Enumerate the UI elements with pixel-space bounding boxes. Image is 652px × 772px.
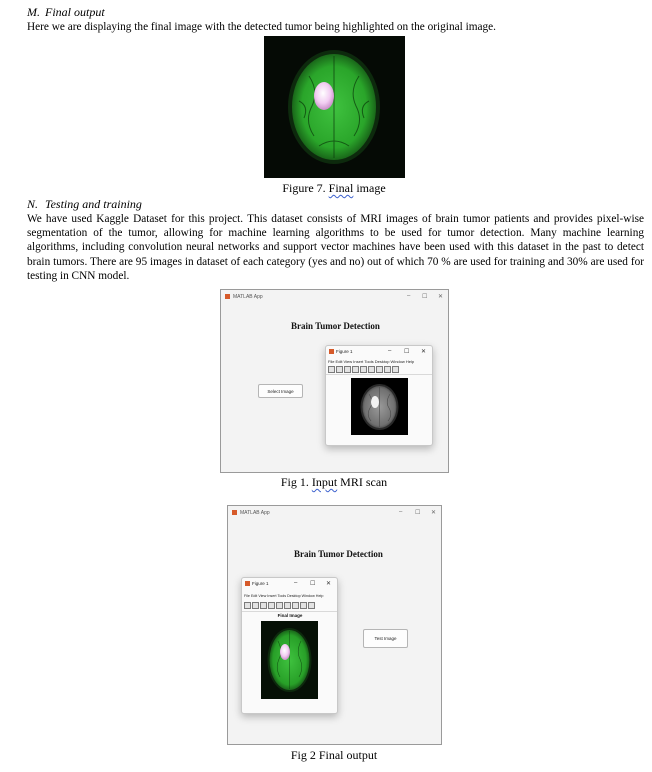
section-m-paragraph: Here we are displaying the final image with the detected tumor being highlighted on the original image. xyxy=(27,21,496,33)
figure-1-window xyxy=(241,577,338,714)
window-title: MATLAB App xyxy=(240,510,270,516)
legend-icon[interactable] xyxy=(392,366,399,373)
figure-icon xyxy=(329,349,334,354)
figure-7-caption-prefix: Figure 7. xyxy=(282,181,329,195)
final-mri-graphic xyxy=(264,36,405,178)
window-titlebar xyxy=(221,290,448,304)
maximize-button[interactable]: ☐ xyxy=(415,510,421,516)
figure-divider xyxy=(242,611,337,612)
section-n-title: Testing and training xyxy=(45,197,142,211)
figure-minimize-button[interactable]: – xyxy=(294,580,298,586)
figure-maximize-button[interactable]: ☐ xyxy=(310,581,316,587)
section-n-heading xyxy=(27,197,142,212)
zoom-icon[interactable] xyxy=(360,366,367,373)
figure-close-button[interactable]: ✕ xyxy=(326,581,332,587)
colorbar-icon[interactable] xyxy=(376,366,383,373)
section-n-number: N. xyxy=(27,197,39,211)
figure-1-window xyxy=(325,345,433,446)
colorbar-icon[interactable] xyxy=(292,602,299,609)
figure-7-caption xyxy=(234,181,434,196)
figure-icon xyxy=(245,581,250,586)
save-icon[interactable] xyxy=(260,602,267,609)
pointer-icon[interactable] xyxy=(384,366,391,373)
input-mri-graphic xyxy=(351,378,408,435)
minimize-button[interactable]: – xyxy=(407,293,411,299)
window-title: MATLAB App xyxy=(233,294,263,300)
close-button[interactable]: ✕ xyxy=(438,294,444,300)
matlab-app-icon xyxy=(232,510,237,515)
fig-1-caption xyxy=(234,475,434,490)
figure-7-caption-rest: image xyxy=(353,181,386,195)
matlab-app-icon xyxy=(225,294,230,299)
app-title: Brain Tumor Detection xyxy=(291,321,380,331)
final-image-title: Final Image xyxy=(277,613,303,618)
final-mri-image xyxy=(264,36,405,178)
section-n-paragraph: We have used Kaggle Dataset for this project. This dataset consists of MRI images of brain tumor patients and provides pixel-wise segmentation of the tumor, allowing for machine learning algorithms to be used for tumor detection. Many machine learning algorithms, including convolution neural networks and support vector machines have been used with this dataset in the past to detect brain tumors. There are 95 images in dataset of each category (yes and no) out of which 70 % are used for training and 30% are used for testing in CNN model. xyxy=(27,213,644,282)
print-icon[interactable] xyxy=(268,602,275,609)
window-titlebar xyxy=(228,506,441,520)
minimize-button[interactable]: – xyxy=(399,509,403,515)
fig-1-caption-emph: Input xyxy=(311,475,338,489)
figure-menubar[interactable]: File Edit View Insert Tools Desktop Window Help xyxy=(244,594,324,598)
figure-7-caption-emph: Final xyxy=(328,181,354,195)
open-icon[interactable] xyxy=(252,602,259,609)
fig-2-caption: Fig 2 Final output xyxy=(290,748,378,762)
figure-maximize-button[interactable]: ☐ xyxy=(404,349,410,355)
fig-1-caption-rest: MRI scan xyxy=(337,475,388,489)
figure-minimize-button[interactable]: – xyxy=(388,348,392,354)
app-title: Brain Tumor Detection xyxy=(294,549,383,559)
input-mri-image xyxy=(351,378,408,435)
print-icon[interactable] xyxy=(352,366,359,373)
output-mri-image xyxy=(261,621,318,699)
output-mri-graphic xyxy=(261,621,318,699)
figure-title: Figure 1 xyxy=(252,581,269,586)
section-m-heading xyxy=(27,5,105,20)
maximize-button[interactable]: ☐ xyxy=(422,294,428,300)
figure-close-button[interactable]: ✕ xyxy=(421,349,427,355)
figure-toolbar[interactable] xyxy=(244,602,315,609)
new-icon[interactable] xyxy=(328,366,335,373)
zoom-icon[interactable] xyxy=(276,602,283,609)
fig-1-caption-prefix: Fig 1. xyxy=(280,475,312,489)
matlab-app-window-1 xyxy=(220,289,449,473)
figure-title: Figure 1 xyxy=(336,349,353,354)
section-m-title: Final output xyxy=(45,5,105,19)
figure-divider xyxy=(326,374,432,375)
open-icon[interactable] xyxy=(336,366,343,373)
select-image-button[interactable]: Select Image xyxy=(258,384,303,398)
data-cursor-icon[interactable] xyxy=(284,602,291,609)
matlab-app-window-2 xyxy=(227,505,442,745)
close-button[interactable]: ✕ xyxy=(431,510,437,516)
section-m-number: M. xyxy=(27,5,40,19)
pointer-icon[interactable] xyxy=(300,602,307,609)
legend-icon[interactable] xyxy=(308,602,315,609)
data-cursor-icon[interactable] xyxy=(368,366,375,373)
figure-toolbar[interactable] xyxy=(328,366,399,373)
save-icon[interactable] xyxy=(344,366,351,373)
test-image-button[interactable]: Test Image xyxy=(363,629,408,648)
new-icon[interactable] xyxy=(244,602,251,609)
figure-menubar[interactable]: File Edit View Insert Tools Desktop Window Help xyxy=(328,359,415,364)
